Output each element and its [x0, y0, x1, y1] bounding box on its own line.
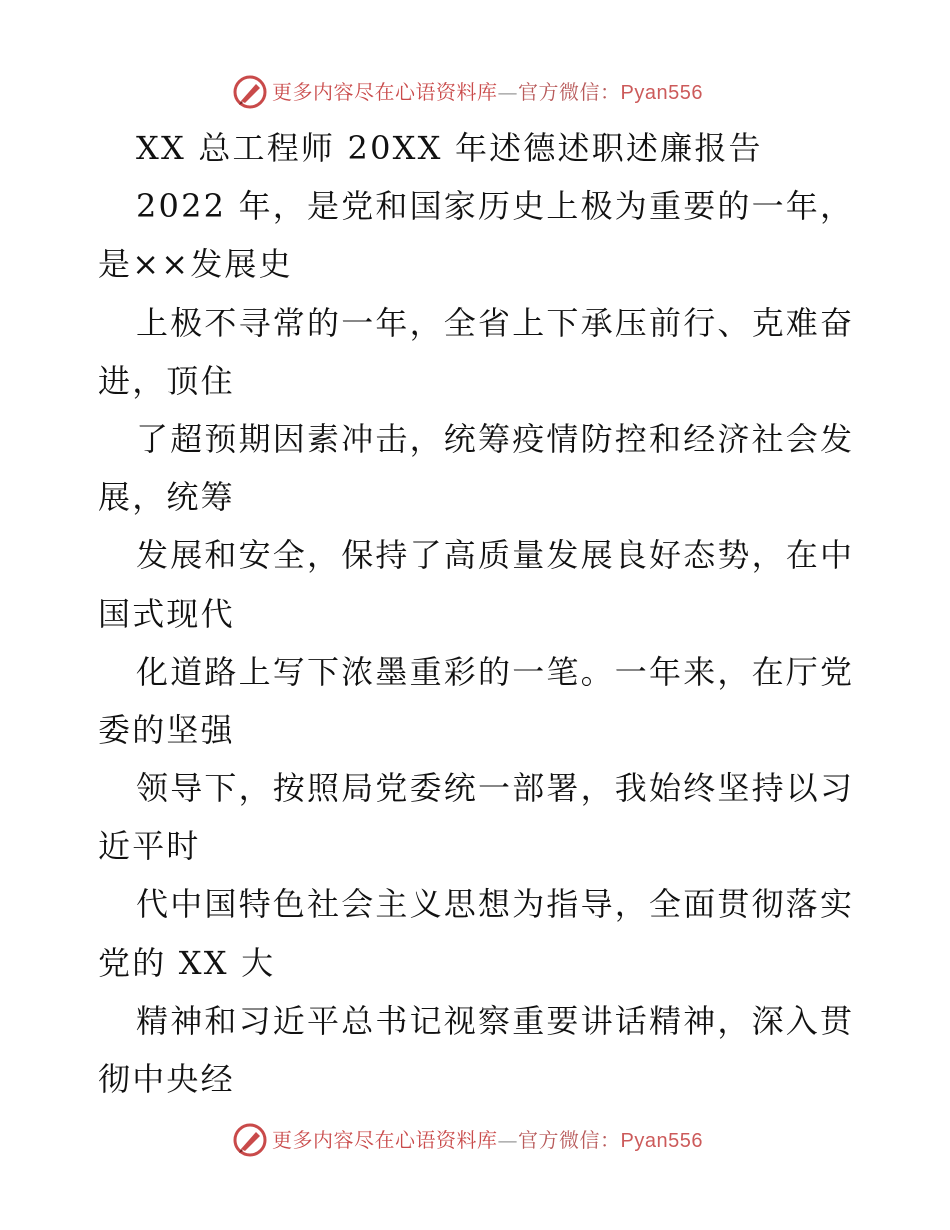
watermark-main-text: 更多内容尽在心语资料库	[272, 1128, 498, 1152]
paragraph-line: 发展和安全，保持了高质量发展良好态势，在中	[136, 536, 855, 575]
pen-logo-icon	[232, 74, 268, 110]
paragraph-line: 了超预期因素冲击，统筹疫情防控和经济社会发	[136, 419, 855, 458]
paragraph-line: 精神和习近平总书记视察重要讲话精神，深入贯	[136, 1001, 855, 1040]
paragraph-line: 近平时	[98, 827, 201, 866]
watermark-main-text: 更多内容尽在心语资料库	[272, 80, 498, 104]
paragraph-line: 领导下，按照局党委统一部署，我始终坚持以习	[136, 769, 855, 808]
watermark-separator: —	[497, 1128, 518, 1152]
document-title: XX 总工程师 20XX 年述德述职述廉报告	[136, 129, 763, 167]
watermark-text	[272, 78, 703, 107]
paragraph-line: 进，顶住	[98, 361, 235, 400]
watermark-wechat-id: Pyan556	[620, 1130, 703, 1152]
paragraph-line: 代中国特色社会主义思想为指导，全面贯彻落实	[136, 885, 855, 924]
paragraph-line: 国式现代	[98, 594, 235, 633]
watermark-label: 官方微信：	[518, 1128, 621, 1152]
header-watermark	[0, 72, 950, 112]
paragraph-line: 是××发展史	[98, 245, 293, 284]
watermark-separator: —	[497, 80, 518, 104]
paragraph-line: 上极不寻常的一年，全省上下承压前行、克难奋	[136, 303, 855, 342]
pen-logo-icon	[232, 1122, 268, 1158]
paragraph-line: 党的 XX 大	[98, 943, 276, 982]
watermark-text	[272, 1126, 703, 1155]
watermark-label: 官方微信：	[518, 80, 621, 104]
paragraph-line: 委的坚强	[98, 710, 235, 749]
paragraph-line: 彻中央经	[98, 1060, 235, 1098]
watermark-wechat-id: Pyan556	[620, 82, 703, 104]
paragraph-line: 展，统筹	[98, 478, 235, 517]
document-body	[98, 119, 858, 1108]
footer-watermark	[0, 1120, 950, 1160]
paragraph-line: 2022 年，是党和国家历史上极为重要的一年，	[136, 187, 855, 226]
paragraph-line: 化道路上写下浓墨重彩的一笔。一年来，在厅党	[136, 652, 855, 691]
